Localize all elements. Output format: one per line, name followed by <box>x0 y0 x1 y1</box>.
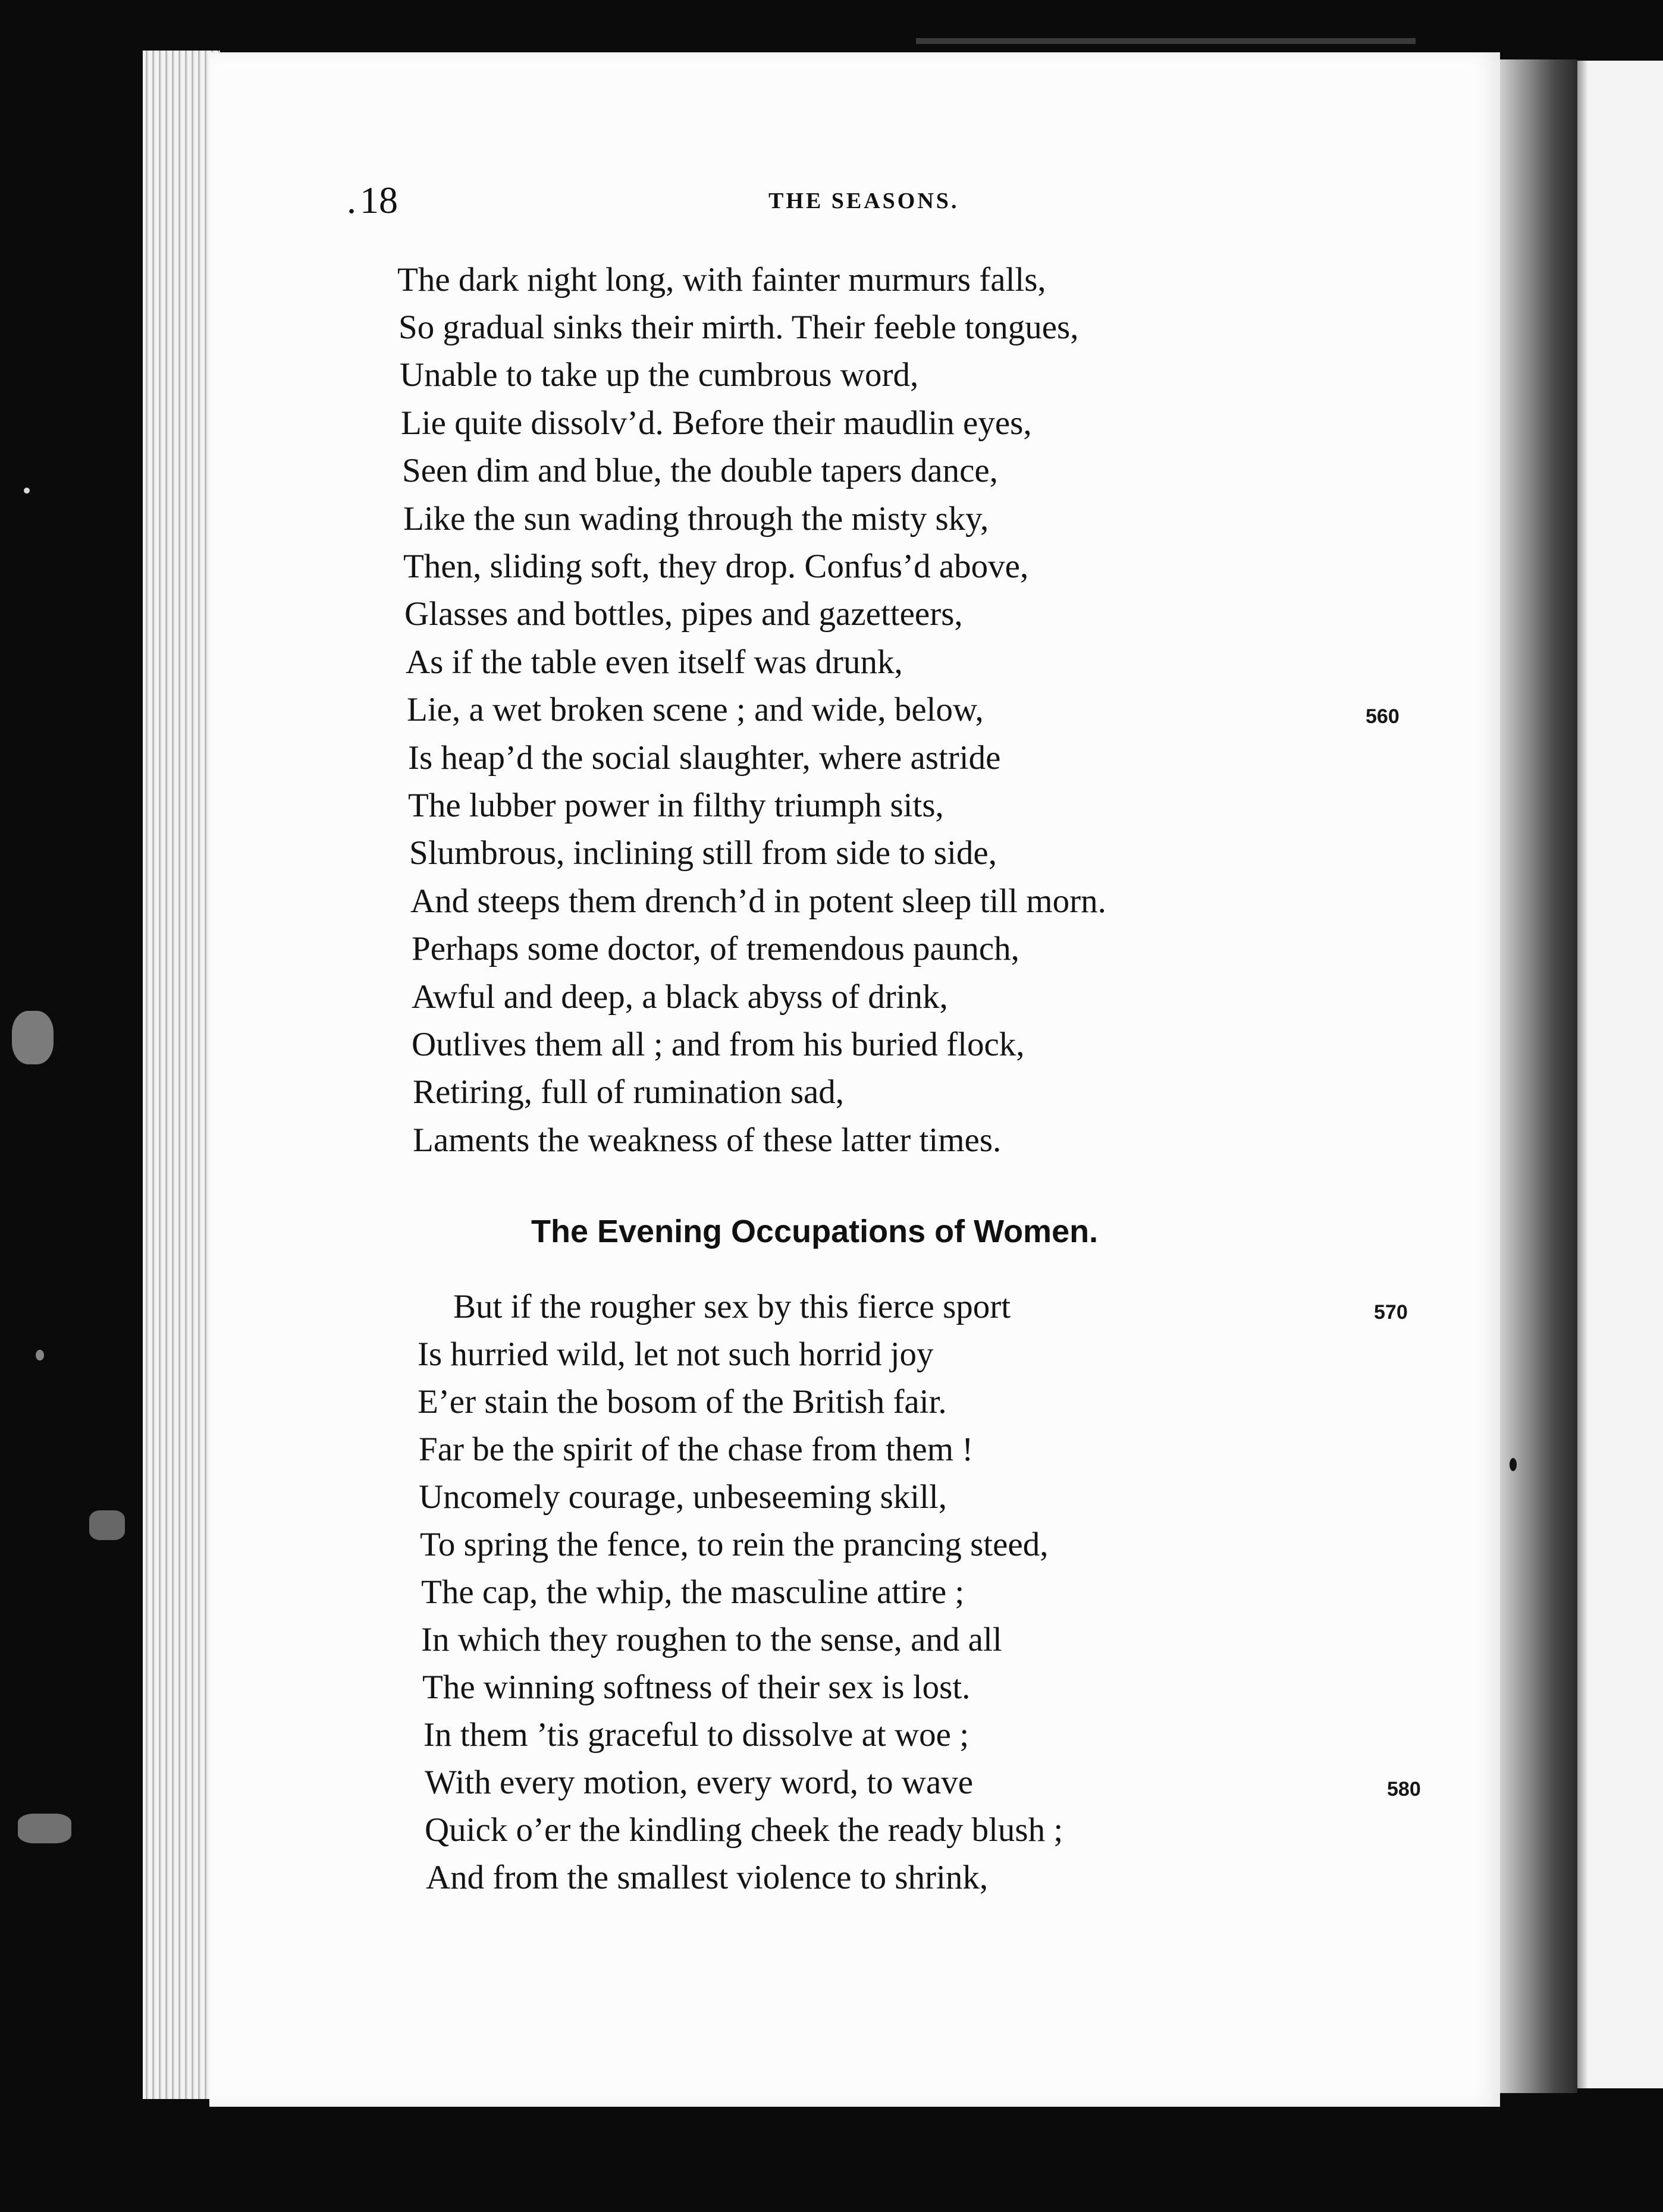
poem-line: Unable to take up the cumbrous word, <box>400 356 919 394</box>
poem-line: With every motion, every word, to wave <box>425 1764 974 1801</box>
poem-line: The cap, the whip, the masculine attire ; <box>421 1573 965 1611</box>
poem-line: E’er stain the bosom of the British fair. <box>418 1383 947 1421</box>
line-number: 580 <box>1387 1778 1421 1801</box>
poem-line: Seen dim and blue, the double tapers dance, <box>402 452 998 489</box>
poem-line: The winning softness of their sex is lost. <box>422 1669 971 1706</box>
poem-line: Slumbrous, inclining still from side to side, <box>409 834 997 872</box>
page-number-dot: . <box>347 179 356 221</box>
poem-line: Uncomely courage, unbeseeming skill, <box>419 1478 947 1516</box>
poem-line: But if the rougher sex by this fierce sport <box>453 1288 1011 1325</box>
poem-line: Is hurried wild, let not such horrid joy <box>418 1336 934 1373</box>
poem-line: To spring the fence, to rein the prancing steed, <box>420 1526 1049 1563</box>
poem-line: Glasses and bottles, pipes and gazetteers, <box>404 595 963 633</box>
poem-line: Quick o’er the kindling cheek the ready blush ; <box>425 1811 1063 1849</box>
poem-line: Lie quite dissolv’d. Before their maudlin eyes, <box>401 404 1032 442</box>
poem-line: Far be the spirit of the chase from them ! <box>419 1431 974 1468</box>
poem-line: In them ’tis graceful to dissolve at woe ; <box>423 1716 969 1754</box>
section-heading: The Evening Occupations of Women. <box>531 1214 1099 1249</box>
page-number: 18 <box>360 179 398 221</box>
running-title: THE SEASONS. <box>768 188 959 213</box>
poem-line: Outlives them all ; and from his buried flock, <box>412 1026 1025 1063</box>
poem-line: Retiring, full of rumination sad, <box>413 1073 845 1111</box>
poem-line: And from the smallest violence to shrink, <box>426 1859 989 1896</box>
poem-line: Awful and deep, a black abyss of drink, <box>412 978 948 1016</box>
poem-line: Lie, a wet broken scene ; and wide, below, <box>407 691 984 728</box>
poem-line: Then, sliding soft, they drop. Confus’d above, <box>403 548 1029 585</box>
poem-line: In which they roughen to the sense, and all <box>421 1621 1002 1658</box>
poem-line: The lubber power in filthy triumph sits, <box>408 787 944 824</box>
poem-line: As if the table even itself was drunk, <box>406 643 903 681</box>
poem-line: Like the sun wading through the misty sky, <box>403 500 989 538</box>
poem-line: Perhaps some doctor, of tremendous paunch, <box>412 930 1019 967</box>
line-number: 560 <box>1366 705 1400 728</box>
poem-line: And steeps them drench’d in potent sleep till morn. <box>410 882 1106 920</box>
line-number: 570 <box>1374 1301 1408 1324</box>
poem-line: Is heap’d the social slaughter, where astride <box>408 739 1001 777</box>
poem-line: The dark night long, with fainter murmurs falls, <box>397 261 1046 299</box>
poem-line: Laments the weakness of these latter times. <box>413 1121 1002 1159</box>
poem-line: So gradual sinks their mirth. Their feeble tongues, <box>399 309 1079 346</box>
